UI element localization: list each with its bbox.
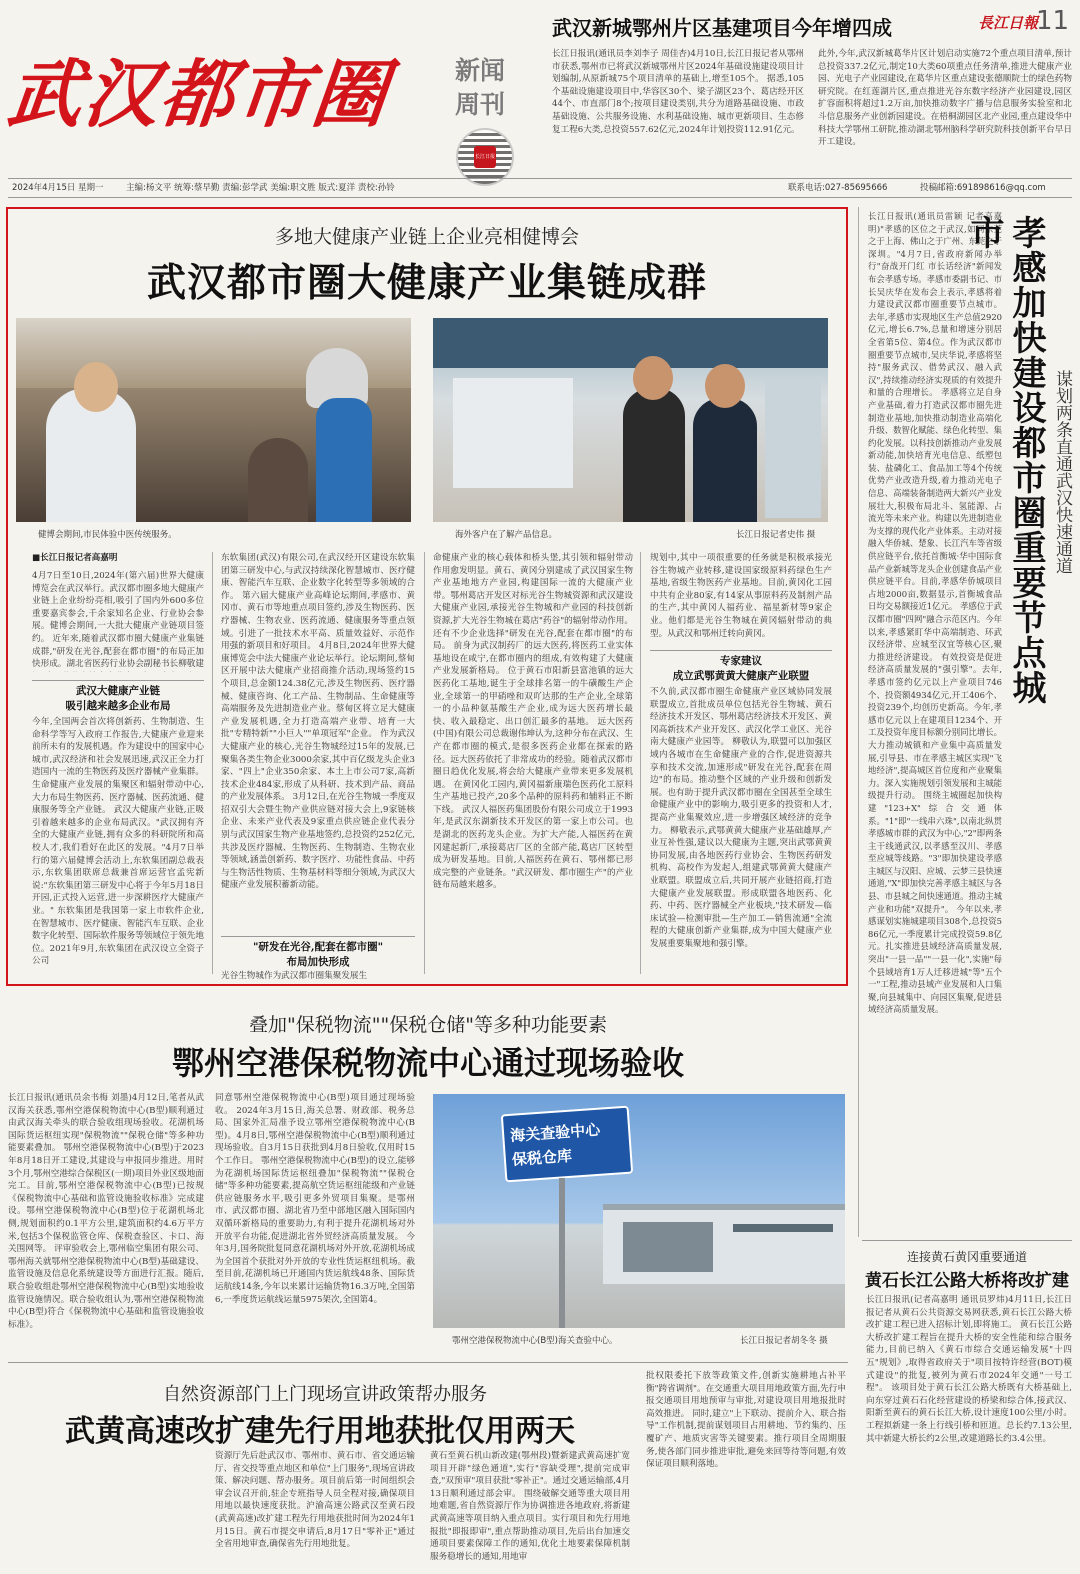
airport-col2: 同意鄂州空港保税物流中心(B型)项目通过现场验收。 2024年3月15日,海关总署、财政部、税务总局、国家外汇局准予设立鄂州空港保税物流中心(B型)。4月8日,鄂州空港保税物流中心(B型)顺利通过现场验收。自3月15日获批到4月8日验收,仅用时15个工作日。 鄂州空港保税物流中心(B型)的设立,能够为花湖机场国际货运枢纽叠加"保税物流""保税仓储"等多种功能要素,提高航空货运枢纽能级和产业链供应链服务水平,吸引更多外贸项目集聚。是鄂州市、武汉都市圈、湖北省乃至中部地区融入国际国内双循环新格局的重要助力,有利于提升花湖机场对外开放平台功能,促进湖北省外贸经济高质量发展。 今年3月,国务院批复同意花湖机场对外开放,花湖机场成为全国首个获批对外开放的专业性货运枢纽机场。截至目前,花湖机场已开通国内货运航线48条、国际货运航线14条,今年以来累计运输货物16.3万吨,全国第6,一季度货运航线运量5975架次,全国第4。 — [215, 1093, 415, 1305]
photo-credit: 长江日报记者史伟 摄 — [736, 530, 816, 540]
airport-photo[interactable] — [433, 1094, 845, 1328]
bridge-kicker: 连接黄石黄冈重要通道 — [906, 1250, 1027, 1264]
subhead-2: "研发在光谷,配套在都市圈" 布局加快形成 — [252, 941, 384, 968]
sidebar-divider — [858, 207, 859, 1237]
col-divider — [640, 552, 641, 974]
contact-phone: 联系电话:027-85695666 — [788, 183, 888, 193]
top-story-col2: 此外,今年,武汉新城葛华片区计划启动实施72个重点项目清单,预计总投资337.2亿元,制定10大类60项重点任务清单,推进大健康产业园、光电子产业园建设,在葛华片区重点建设张德顺院士的绿色药物研究院。在红莲湖片区,重点推进光谷东数字经济产业园建设,园区扩容面积将超过1.2万亩,加快推动数字广播与信息服务实验室和北斗信息服务产业创新园建设。在梧桐湖园区北产业园,重点建设华中科技大学鄂州工研院,推动湖北鄂州脑科学研究院科技创新平台早日开工建设。 — [818, 49, 1072, 148]
feature-col2-tail: 光谷生物城作为武汉都市圈集聚发展生 — [221, 971, 368, 981]
masthead-logo: 武汉都市圈 — [3, 52, 393, 138]
airport-col1: 长江日报讯(通讯员余书梅 刘墨)4月12日,笔者从武汉海关获悉,鄂州空港保税物流中心(B型)顺利通过由武汉海关牵头的联合验收组现场验收。花湖机场国际货运枢纽实现"保税物流""保税仓储"等多种功能要素叠加。 鄂州空港保税物流中心(B型)于2023年8月18日开工建设,其建设与申报同步推进。用时3个月,鄂州空港综合保税区(一期)项目外业区级地面完工。目前,鄂州空港保税物流中心(B型)已按规《保税物流中心基础和监管设施验收标准》完成建设。鄂州空港保税物流中心(B型)位于花湖机场北侧,规划面积约0.1平方公里,建筑面积约4.6万平方米,包括3个保税监管仓库、保税查验区、卡口、海关围网等。 评审验收会上,鄂州临空集团有限公司、鄂州海关就鄂州空港保税物流中心(B型)基础建设、监管设施及信息化系统建设等方面进行汇报。随后,联合验收组赴鄂州空港保税物流中心(B型)实地验收监管设施情况。联合验收组认为,鄂州空港保税物流中心(B型)符合《保税物流中心基础和监管设施验收标准》。 — [8, 1093, 204, 1330]
feature-headline[interactable]: 武汉都市圈大健康产业集链成群 — [146, 260, 707, 306]
expressway-rule — [8, 1362, 848, 1363]
info-bar — [8, 178, 1072, 198]
news-weekly-label: 新闻周刊 — [455, 56, 506, 119]
airport-kicker: 叠加"保税物流""保税仓储"等多种功能要素 — [249, 1014, 607, 1036]
expo-photo-1[interactable] — [16, 318, 411, 522]
col-divider — [212, 552, 213, 974]
subhead-1: 武汉大健康产业链 吸引越来越多企业布局 — [65, 685, 171, 712]
sidebar-subtitle: 谋划两条直通武汉快速通道 — [1052, 370, 1072, 574]
bridge-rule — [862, 1240, 1072, 1241]
customs-sign — [501, 1106, 633, 1183]
expressway-col2: 黄石至黄石机山新改建(鄂州段)暨新建武黄高速扩宽项目开辟"绿色通道",实行"容缺受理",提前完成审查,"双预审"项目获批"零补正"。通过交通运输部,4月13日顺利通过部会审。 围绕破解交通等重大项目用地难题,省自然资源厅作为协调推进各地政府,将新建武黄高速等项目纳入重点项目。实行项目和先行用地报批"即报即审",重点帮助推动项目,先后出台加速交通项目要素保障工作的通知,优化土地要素保障机制服务稳增长的通知,用地审 — [430, 1451, 630, 1562]
feature-col4-top: 规划中,其中一项很重要的任务就是积极承接光谷生物城产业转移,建设国家级原料药绿色生产基地,省级生物医药产业基地。目前,黄冈化工园中共有企业80家,有14家从事原料药及制剂产品的生产,其中黄冈人福药业、福星新材等9家企业。他们都是光谷生物城在黄冈辐射带动的典型。从武汉和鄂州迁转向黄冈。 — [650, 553, 832, 639]
airport-photo-credit: 长江日报记者胡冬冬 摄 — [740, 1336, 828, 1346]
expressway-col1: 资源厅先后赴武汉市、鄂州市、黄石市、省交通运输厅、省交投等重点地区和单位"上门服务",现场宣讲政策、解决问题、帮办服务。项目前后第一时间组织会审会议召开前,驻企专班指导人员全程对接,确保项目用地以最快速度获批。沪渝高速公路武汉至黄石段(武黄高速)改扩建工程先行用地获批时间为2024年1月15日。黄石市提交申请后,8月17日"零补正"通过全省用地审查,确保省先行用地批复。 — [215, 1451, 415, 1550]
subhead2-rule — [221, 936, 415, 937]
feature-col1-b: 今年,全国两会首次将创新药、生物制造、生命科学等写入政府工作报告,大健康产业迎来前所未有的发展机遇。作为建设中的国家中心城市,武汉经济和社会发展迅速,武汉正全力打造国内一流的生物医药及医疗器械产业集群。生命健康产业发展的集聚区和辐射带动中心,大力布局生物医药、医疗器械、医药流通、健康服务等全产业链。 武汉大健康产业链,正吸引着越来越多的企业布局武汉。"武汉拥有齐全的大健康产业链,拥有众多的科研院所和高校人才,我们看好在此区的发展。"4月7日举行的第六届健博会活动上,东软集团副总裁表示,东软集团联席总裁兼首席运营官孟宪新说:"东软集团第三研发中心将于今年5月18日开园,正式投入运营,进一步深耕医疗大健康产业。" 东软集团是我国第一家上市软件企业,在智慧城市、医疗健康、智能汽车互联、企业数字化转型、国际软件服务等领域位于领先地位。2021年9月,东软集团在武汉设立全资子公司 — [32, 717, 204, 967]
bridge-headline[interactable]: 黄石长江公路大桥将改扩建 — [865, 1271, 1069, 1291]
airport-photo-caption: 鄂州空港保税物流中心(B型)海关查验中心。 — [452, 1336, 618, 1346]
subhead1-rule — [32, 680, 204, 681]
feature-col2: 东软集团(武汉)有限公司,在武汉经开区建设东软集团第三研发中心,与武汉持续深化智慧城市、医疗健康、智能汽车互联、企业数字化转型等多领域的合作。 第六届大健康产业高峰论坛期间,孝感市、黄冈市、黄石市等地重点项目签约,涉及生物医药、医疗器械、生物农业、医药流通、健康服务等重点领域。引进了一批技术水平高、质量效益好、示范作用强的新项目和好项目。 4月8日,2024年世界大健康博览会中法大健康产业论坛举行。论坛期间,蔡甸区开展中法大健康产业招商推介活动,现场签约15个项目,总金额124.38亿元,涉及生物医药、医疗器械、健康咨询、化工产品、生物制品、生命健康等高端服务及先进制造业产业。蔡甸区将立足大健康产业发展机遇,全力打造高端产业带、培育一大批"专精特新""小巨人""单项冠军"企业。 作为武汉大健康产业的核心,光谷生物城经过15年的发展,已聚集各类生物企业3000余家,其中百亿级龙头企业3家、"四上"企业350余家、本土上市公司7家,高新技术企业484家,形成了从科研、技术到产品、商品的产业发展体系。 3月12日,在光谷生物城一季度双招双引大会暨生物产业供应链对接大会上,9家链核企业、未来产业代表及9家重点供应链企业代表分别与武汉国家生物产业基地签约,总投资约252亿元,共涉及医疗器械、生物医药、生物制造、生物农业等领域,涵盖创新药、数字医疗、功能性食品、中药与生物活性物质、生物基材料等细分领域,为武汉大健康产业发展积蓄新动能。 — [221, 553, 415, 891]
top-story-col1: 长江日报讯(通讯员李刘李子 周佳杏)4月10日,长江日报记者从鄂州市获悉,鄂州市已将武汉新城鄂州片区2024年基础设施建设项目计划编制,从原新城75个项目清单的基础上,增至105个。 据悉,105个基础设施建设项目中,华容区30个、梁子湖区23个、葛店经开区44个、市直部门8个;按项目建设类别,共分为道路基础设施、市政基础设施、公共服务设施、水利基础设施、城市更新项目、生态修复工程6大类,总投资557.62亿元,2024年计划投资112.91亿元。 — [552, 49, 804, 135]
expo-photo-2[interactable] — [433, 318, 828, 522]
sign-line-2: 保税仓库 — [511, 1146, 573, 1169]
subhead-3: 专家建议 成立武鄂黄黄大健康产业联盟 — [672, 655, 810, 682]
paper-name: 長江日報 — [978, 14, 1039, 32]
col-divider — [424, 552, 425, 974]
page-number: 11 — [1036, 6, 1070, 36]
photo2-caption: 海外客户在了解产品信息。 — [455, 530, 558, 540]
expressway-kicker: 自然资源部门上门现场宣讲政策帮办服务 — [163, 1384, 487, 1405]
feature-byline: ■长江日报记者高嘉明 — [32, 553, 118, 563]
qr-badge: 长江日报 — [474, 146, 496, 168]
issue-date: 2024年4月15日 星期一 — [12, 183, 104, 193]
top-headline[interactable]: 武汉新城鄂州片区基建项目今年增四成 — [552, 16, 892, 40]
airport-headline[interactable]: 鄂州空港保税物流中心通过现场验收 — [171, 1044, 684, 1082]
sidebar-body: 长江日报讯(通讯员雷颖 记者高嘉明)"孝感的区位之于武汉,如同东莞之于上海、佛山之于广州、东莞之于深圳。"4月7日,省政府新闻办举行"奋战开门红 市长话经济"新闻发布会孝感专场。孝感市委副书记、市长吴庆华在发布会上表示,孝感将着力建设武汉都市圈重要节点城市。 去年,孝感市实现地区生产总值2920亿元,增长6.7%,总量和增速分别居全省第5位、第4位。作为武汉都市圈重要节点城市,吴庆华说,孝感将坚持"服务武汉、借势武汉、融入武汉",持续推动经济实现质的有效提升和量的合理增长。 孝感将立足自身产业基础,着力打造武汉都市圈先进制造业基地,加快推动制造业高端化升级、数智化赋能、绿色化转型、集约化发展。以科技创新推动产业发展新动能,加快培育光电信息、纸塑包装、盐磷化工、食品加工等4个传统优势产业改造升级,着力推动光电子信息、高端装备制造两大新兴产业发展壮大,积极布局北斗、氢能源、占流光等未来产业。构建以先进制造业为支撑的现代化产业体系。主动对接融入华侨城、楚象、长江汽车等省级供应链平台,依托首衡城·华中国际食品产业新城等龙头企业创建食品产业供应链平台。目前,孝感华侨城项目占地2000亩,数据显示,首衡城食品日均交易额接近1亿元。 孝感位于武汉都市圈"四网"融合示范区内。今年以来,孝感紧盯华中高端制造、环武汉经济带、应城至汉宜等核心区,聚力推进经济建设。 有效投资是促进经济高质量发展的"强引擎"。去年,孝感市签约亿元以上产业项目746个、投资额4934亿元,开工406个、投资239个,均创历史新高。今年,孝感市亿元以上在建项目1234个、开工及投资年度目标额分别同比增长。 大力推动城镇和产业集中高质量发展,引导县、市在孝感主城区实现"飞地经济",提高城区首位度和产业聚集力。深入实施规划引领发展和主城能级提升行动。 围绕主城圈起加快构建"123+X"综合交通体系。"1"即"一线串六珠",以南北纵贯孝感城市群的武汉为中心,"2"即两条主干线通武汉,以孝感至汉川、孝感至应城等线路。"3"即加快建设孝感主城区与汉阳、应城、云梦三县快速通道,"X"即加快完善孝感主城区与各县、市县城之间快速通道。推动主城产业和功能"双提升"。 今年以来,孝感谋划实施城建项目308个,总投资586亿元,一季度累计完成投资59.8亿元。扎实推进县域经济高质量发展,突出"一县一品""一县一化",实施"每个县域培育1万人迁移进城"等"五个一"工程,推动县域产业发展和人口集聚,向县城集中、向园区集聚,促进县域经济高质量发展。 — [868, 211, 1002, 1015]
contact-email[interactable]: 投稿邮箱:691898616@qq.com — [920, 183, 1046, 193]
sidebar-headline[interactable]: 孝感加快建设都市圈重要节点城市 — [964, 215, 1046, 705]
feature-col4-bottom: 不久前,武汉都市圈生命健康产业区域协同发展联盟成立,首批成员单位包括光谷生物城、黄石经济技术开发区、鄂州葛店经济技术开发区、黄冈高新技术产业开发区、武汉化学工业区、光谷南大健康产业园等。 柳敬认为,联盟可以加强区域内各城市在生命健康产业的合作,促进资源共享和技术交流,加速形成"研发在光谷,配套在周边"的布局。推动整个区域的产业升级和创新发展。也有助于提升武汉都市圈在全国甚至全球生命健康产业中的影响力,吸引更多的投资和人才,提高产业集聚效应,进一步增强区域经济的竞争力。 柳敬表示,武鄂黄黄大健康产业基础雄厚,产业互补性强,建议以大健康为主题,突出武鄂黄黄协同发展,由各地医药行业协会、生物医药研发机构、高校作为发起人,组建武鄂黄黄大健康产业联盟。联盟成立后,共同开展产业链招商,打造大健康产业发展联盟。形成联盟各地医药、化药、中药、医疗器械全产业板块,"技术研发—临床试验—检测审批—生产加工—销售流通"全流程的大健康创新产业集群,成为中国大健康产业发展重要集聚地和强引擎。 — [650, 687, 832, 949]
expressway-col3: 批权限委托下放等政策文件,创新实施耕地占补平衡"跨省调剂"。在交通重大项目用地政策方面,先行申报交通项目用地预审与审批,对建设项目用地报批时高效推进。 同时,建立"上下联动、提前介入、联合指导"工作机制,提前谋划项目占用耕地、节约集约、压覆矿产、地质灾害等关键要素。推行项目全周期服务,使各部门同步推进审批,避免来回等待等问题,有效保证项目顺利落地。 — [646, 1371, 846, 1470]
sign-line-1: 海关查验中心 — [509, 1120, 601, 1145]
bridge-body: 长江日报讯(记者高嘉明 通讯员罗炜)4月11日,长江日报记者从黄石公共资源交易网获悉,黄石长江公路大桥改扩建工程已进入招标计划,即将施工。 黄石长江公路大桥改扩建工程旨在提升大桥的安全性能和综合服务能力,目前已纳入《黄石市综合交通运输发展"十四五"规划》,取得省政府关于"项目按特许经营(BOT)模式建设"的批复,被列为黄石市2024年交通"一号工程"。 该项目处于黄石长江公路大桥既有大桥基础上,向东穿过黄石石化经营建设的桥梁和综合体,接武汉、阳新至黄石的黄石长江大桥,设计速度100公里/小时。工程拟新建一条上行线引桥和匝道。总长约7.13公里,其中新建大桥长约2公里,改建道路长约3.4公里。 — [866, 1295, 1072, 1444]
editor-credits: 主编:杨文平 统筹:蔡早勤 责编:彭学武 美编:职文胜 版式:夏洋 责校:孙铃 — [126, 183, 395, 193]
subhead3-rule — [650, 650, 832, 651]
feature-kicker: 多地大健康产业链上企业亮相健博会 — [274, 226, 579, 248]
feature-col3: 命健康产业的核心载体和桥头堡,其引领和辐射带动作用愈发明显。黄石、黄冈分别建成了武汉国家生物产业基地地方产业园,构建国际一流的大健康产业带。鄂州葛店开发区对标光谷生物城资源和武汉建设大健康产业园,承接光谷生物城和产业园的科技创新资源,扩大光谷生物城在葛店"药谷"的辐射带动作用。还有不少企业选择"研发在光谷,配套在都市圈"的布局。 前身为武汉制药厂的远大医药,将医药工业实体基地设在咸宁,在都市圈内的组成,有效构建了大健康产业发展新格局。 位于黄石市阳新县富池镇的远大医药化工基地,诞生于全球排名第一的牛磺酸生产企业,全球第一的甲硝唑和双吖达那的生产企业,全球第一的小品种氨基酸生产企业,成为远大医药增长最快、收入最稳定、出口创汇最多的基地。 远大医药(中国)有限公司总裁谢伟坤认为,这种分布在武汉、生产在都市圈的模式,是很多医药企业都在探索的路径。远大医药依托了非常成功的经验。随着武汉都市圈日趋优化发展,将会给大健康产业带来更多发展机遇。 在黄冈化工园内,黄冈福新康瑞色医药化工原料生产基地已投产,20多个品种的原料药和辅料正不断下线。 武汉人福医药集团股份有限公司成立于1993年,是武汉东湖新技术开发区的第一家上市公司。也是湖北的医药龙头企业。为扩大产能,人福医药在黄冈建起新厂,承接葛店厂区的全部产能,葛店厂区转型成为研发基地。目前,人福医药在黄石、鄂州都已形成完整的产业链条。"武汉研发、都市圈生产"的产业链布局越来越多。 — [433, 553, 633, 891]
photo1-caption: 健博会期间,市民体验中医传统服务。 — [38, 530, 177, 540]
feature-col1-a: 4月7日至10日,2024年(第六届)世界大健康博览会在武汉举行。武汉都市圈多地大健康产业链上企业纷纷亮相,吸引了国内外600多位重要嘉宾参会,千余家知名企业、行业协会参展。健博会期间,一大批大健康产业链项目签约。 近年来,随着武汉都市圈大健康产业集链成群,"研发在光谷,配套在都市圈"的布局正加快形成。湖北省医药行业协会副秘书长柳敬建 — [32, 571, 204, 670]
expressway-headline[interactable]: 武黄高速改扩建先行用地获批仅用两天 — [65, 1414, 575, 1449]
